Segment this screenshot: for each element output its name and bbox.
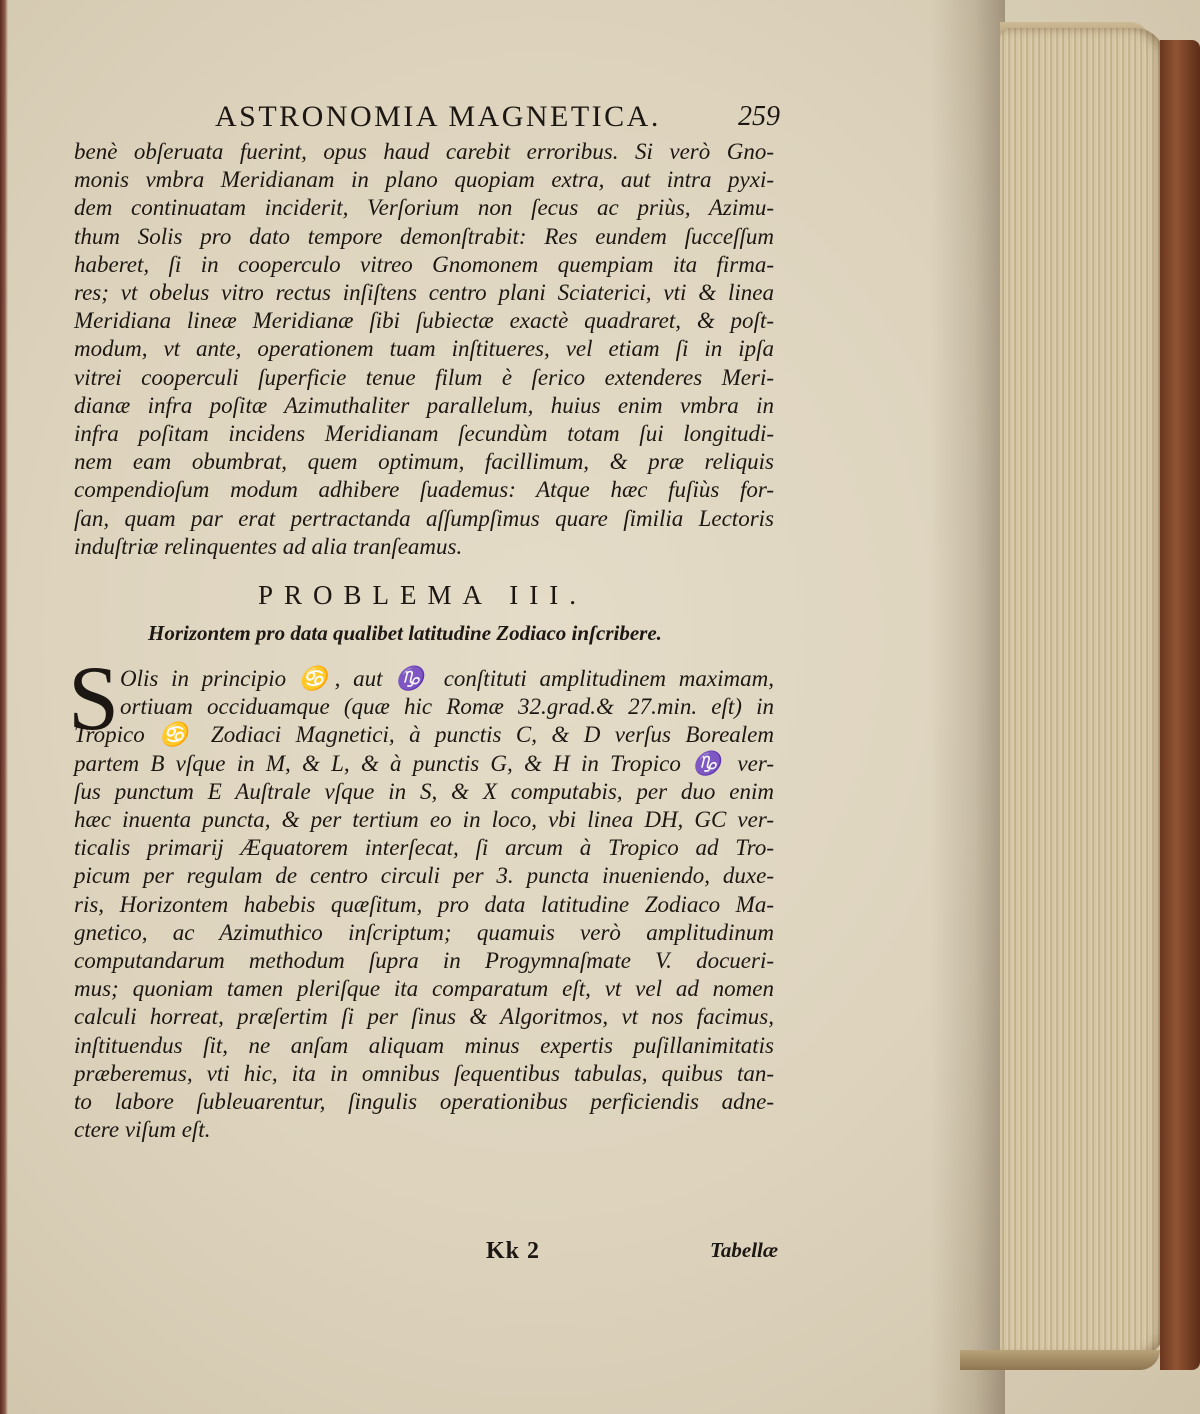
page-bottom-edge [960,1350,1160,1370]
text-line: ſus punctum E Auſtrale vſque in S, & X computabis, per duo enim [74,778,774,804]
text-line: ſan, quam par erat pertractanda aſſumpſimus quare ſimilia Lectoris [74,505,774,531]
text-line: præberemus, vti hic, ita in omnibus ſequentibus tabulas, quibus tan- [74,1060,774,1086]
text-line: mus; quoniam tamen pleriſque ita comparatum eſt, vt vel ad nomen [74,976,774,1002]
left-page-edge [0,0,8,1414]
text-line: ris, Horizontem habebis quæſitum, pro data latitudine Zodiaco Ma- [74,891,774,917]
text-line: vitrei cooperculi ſuperficie tenue filum è ſerico extenderes Meri- [74,364,774,390]
text-line: thum Solis pro dato tempore demonſtrabit: Res eundem ſucceſſum [74,223,774,249]
text-line: ctere viſum eſt. [74,1117,211,1143]
text-line: calculi horreat, præſertim ſi per ſinus & Algoritmos, vt nos facimus, [74,1004,774,1030]
text-line: hæc inuenta puncta, & per tertium eo in loco, vbi linea DH, GC ver- [74,807,774,833]
page-number: 259 [738,101,780,132]
paragraph-continuation [74,138,774,561]
text-line: gnetico, ac Azimuthico inſcriptum; quamuis verò amplitudinum [74,919,774,945]
problem-paragraph [74,665,774,1144]
text-line: dem continuatam inciderit, Verſorium non ſecus ac priùs, Azimu- [74,195,774,221]
page-block-edges [1000,28,1165,1358]
text-line: ticalis primarij Æquatorem interſecat, ſi arcum à Tropico ad Tro- [74,835,774,861]
leather-binding [1160,40,1200,1370]
signature-mark: Kk 2 [486,1238,541,1264]
text-line: Tropico ♋ Zodiaci Magnetici, à punctis C, & D verſus Borealem [74,722,774,748]
text-line: haberet, ſi in cooperculo vitreo Gnomonem quempiam ita firma- [74,251,774,277]
problem-subtitle: Horizontem pro data qualibet latitudine Zodiaco inſcribere. [148,621,662,645]
text-line: partem B vſque in M, & L, & à punctis G, & H in Tropico ♑ ver- [74,750,774,776]
text-line: infra poſitam incidens Meridianam ſecundùm totam ſui longitudi- [74,421,774,447]
text-line: nem eam obumbrat, quem optimum, facillimum, & præ reliquis [74,449,774,475]
text-line: benè obſeruata fuerint, opus haud carebit erroribus. Si verò Gno- [74,139,774,164]
problem-heading: PROBLEMA III. [258,580,588,610]
text-line: modum, vt ante, operationem tuam inſtitueres, vel etiam ſi in ipſa [74,336,774,362]
text-line: inſtituendus ſit, ne anſam aliquam minus expertis puſillanimitatis [74,1032,774,1058]
text-line: dianæ infra poſitæ Azimuthaliter parallelum, huius enim vmbra in [74,392,774,418]
text-line: compendioſum modum adhibere ſuademus: Atque hæc fuſiùs for- [74,477,774,503]
running-head: ASTRONOMIA MAGNETICA. [215,100,661,133]
text-line: computandarum methodum ſupra in Progymnaſmate V. docueri- [74,948,774,974]
catchword: Tabellæ [710,1238,779,1262]
text-line: Olis in principio ♋, aut ♑ conſtituti amplitudinem maximam, [120,666,774,691]
text-line: Meridiana lineæ Meridianæ ſibi ſubiectæ exactè quadraret, & poſt- [74,308,774,334]
text-line: monis vmbra Meridianam in plano quopiam extra, aut intra pyxi- [74,167,774,193]
drop-cap: S [68,647,120,749]
text-line: picum per regulam de centro circuli per 3. puncta inueniendo, duxe- [74,863,774,889]
text-line: induſtriæ relinquentes ad alia tranſeamus. [74,533,463,559]
text-line: ortiuam occiduamque (quæ hic Romæ 32.grad.& 27.min. eſt) in [120,694,774,720]
text-line: res; vt obelus vitro rectus inſiſtens centro plani Sciaterici, vti & linea [74,280,774,306]
gutter-shadow [930,0,1005,1414]
text-line: to labore ſubleuarentur, ſingulis operationibus perficiendis adne- [74,1089,774,1115]
